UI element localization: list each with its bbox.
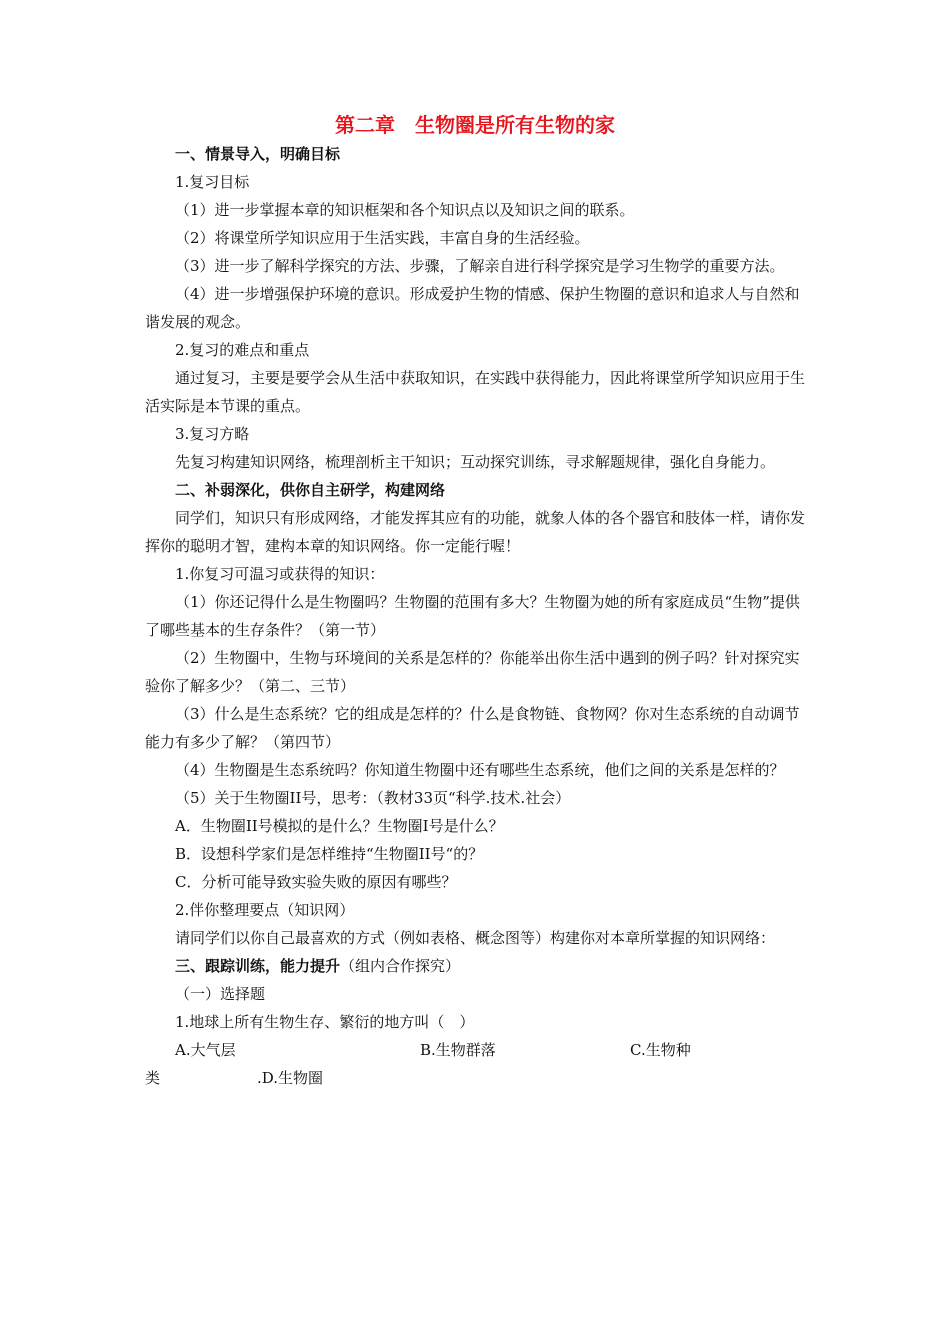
paragraph: 请同学们以你自己最喜欢的方式（例如表格、概念图等）构建你对本章所掌握的知识网络：: [175, 929, 776, 947]
paragraph: A．生物圈II号模拟的是什么？生物圈I号是什么？: [175, 817, 504, 835]
section-heading-bold: 三、跟踪训练，能力提升: [175, 957, 341, 975]
document-body: [145, 140, 805, 952]
section-heading-3: [145, 952, 805, 980]
paragraph: 同学们，知识只有形成网络，才能发挥其应有的功能，就象人体的各个器官和肢体一样，请你发挥你的聪明才智，建构本章的知识网络。你一定能行喔！: [145, 509, 806, 555]
option-c-cont: 类: [145, 1069, 161, 1087]
paragraph: 一、情景导入，明确目标: [175, 145, 341, 163]
paragraph: 通过复习，主要是要学会从生活中获取知识，在实践中获得能力，因此将课堂所学知识应用于生活实际是本节课的重点。: [145, 369, 806, 415]
document-page: [145, 110, 805, 1092]
paragraph: （2）生物圈中，生物与环境间的关系是怎样的？你能举出你生活中遇到的例子吗？针对探究实验你了解多少？（第二、三节）: [145, 649, 800, 695]
paragraph: （3）进一步了解科学探究的方法、步骤，了解亲自进行科学探究是学习生物学的重要方法。: [175, 257, 785, 275]
paragraph: C．分析可能导致实验失败的原因有哪些？: [175, 873, 457, 891]
paragraph: 1.你复习可温习或获得的知识：: [175, 565, 385, 583]
paragraph: 二、补弱深化，供你自主研学，构建网络: [175, 481, 446, 499]
option-d: .D.生物圈: [257, 1069, 324, 1087]
paragraph: 先复习构建知识网络，梳理剖析主干知识；互动探究训练，寻求解题规律，强化自身能力。: [175, 453, 776, 471]
paragraph: （2）将课堂所学知识应用于生活实践，丰富自身的生活经验。: [175, 229, 590, 247]
paragraph: B．设想科学家们是怎样维持“生物圈II号“的？: [175, 845, 484, 863]
paragraph: 1.复习目标: [175, 173, 250, 191]
page-title: 第二章 生物圈是所有生物的家: [335, 113, 615, 137]
paragraph: （3）什么是生态系统？它的组成是怎样的？什么是食物链、食物网？你对生态系统的自动调节能力有多少了解？（第四节）: [145, 705, 800, 751]
options-row-2: [145, 1064, 805, 1092]
paragraph: 3.复习方略: [175, 425, 250, 443]
paragraph: （4）生物圈是生态系统吗？你知道生物圈中还有哪些生态系统，他们之间的关系是怎样的？: [175, 761, 785, 779]
paragraph: 2.复习的难点和重点: [175, 341, 310, 359]
paragraph: 2.伴你整理要点（知识网）: [175, 901, 355, 919]
paragraph: （1）进一步掌握本章的知识框架和各个知识点以及知识之间的联系。: [175, 201, 635, 219]
paragraph: （4）进一步增强保护环境的意识。形成爱护生物的情感、保护生物圈的意识和追求人与自然和谐发展的观念。: [145, 285, 800, 331]
option-c: C.生物种: [630, 1041, 691, 1059]
paragraph: （1）你还记得什么是生物圈吗？生物圈的范围有多大？生物圈为她的所有家庭成员“生物”提供了哪些基本的生存条件？（第一节）: [145, 593, 800, 639]
option-b: B.生物群落: [420, 1041, 496, 1059]
option-a: A.大气层: [175, 1041, 236, 1059]
question-1: 1.地球上所有生物生存、繁衍的地方叫（ ）: [175, 1013, 475, 1031]
section-heading-note: （组内合作探究）: [340, 957, 461, 975]
subheading-choice: （一）选择题: [175, 985, 266, 1003]
options-row: [145, 1036, 805, 1064]
paragraph: （5）关于生物圈II号，思考：（教材33页“科学.技术.社会）: [175, 789, 571, 807]
